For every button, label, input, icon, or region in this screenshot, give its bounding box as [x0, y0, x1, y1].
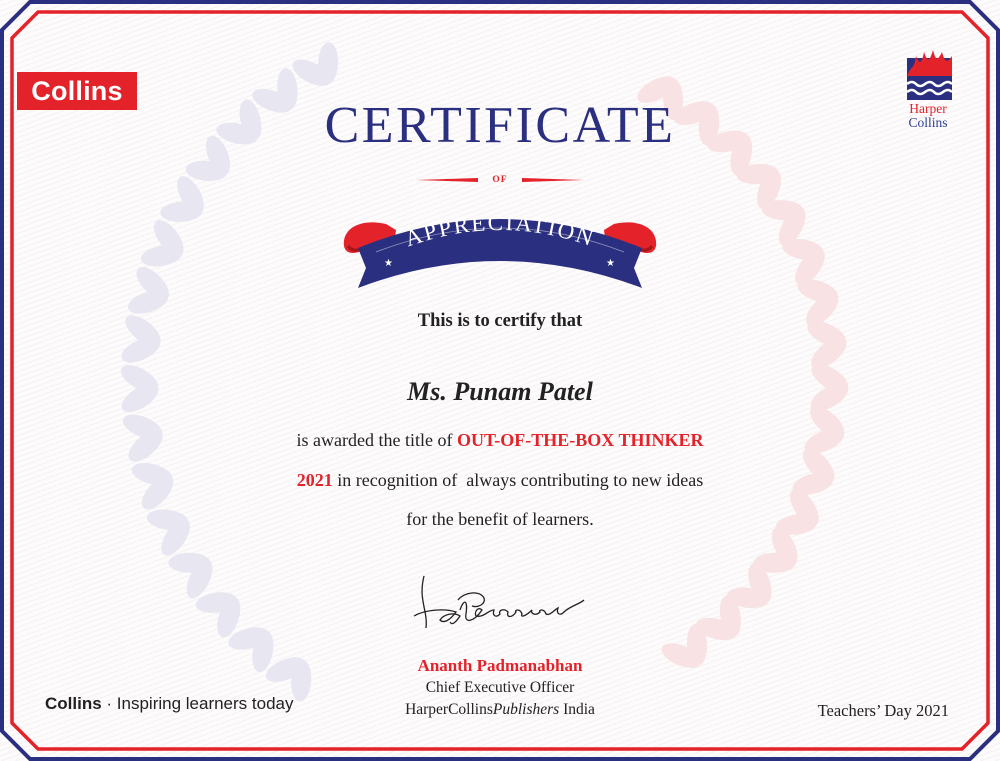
right-laurel-wreath	[633, 71, 853, 673]
laurel-leaf	[168, 553, 210, 573]
appreciation-text: APPRECIATION	[401, 209, 599, 252]
signature	[404, 570, 604, 640]
award-line-2	[0, 470, 1000, 491]
org-prefix: HarperCollins	[405, 701, 493, 718]
signatory-title: Chief Executive Officer	[425, 679, 575, 696]
appreciation-ribbon	[338, 196, 662, 292]
signatory-name: Ananth Padmanabhan	[417, 656, 583, 675]
award-line-1-prefix: is awarded the title of	[296, 430, 457, 450]
star-icon-left: ★	[384, 258, 393, 269]
org-suffix: India	[559, 701, 595, 718]
certificate-title: CERTIFICATE	[324, 97, 676, 154]
harpercollins-logo-line2: Collins	[908, 115, 948, 130]
collins-logo: Collins	[17, 72, 137, 110]
tagline-text: · Inspiring learners today	[101, 694, 294, 713]
harpercollins-fire-water-icon	[898, 46, 958, 102]
award-year: 2021	[296, 470, 333, 490]
award-title: OUT-OF-THE-BOX THINKER	[456, 430, 704, 450]
tagline-brand: Collins	[45, 694, 102, 713]
award-line-3: for the benefit of learners.	[406, 509, 594, 529]
org-italic: Publishers	[492, 701, 560, 718]
award-line-2-rest: in recognition of always contributing to new ideas	[332, 470, 704, 490]
award-line-1	[0, 430, 1000, 451]
harpercollins-logo-line1: Harper	[909, 101, 947, 116]
recipient-name: Ms. Punam Patel	[407, 377, 593, 406]
of-text: OF	[492, 175, 508, 185]
occasion-label: Teachers’ Day 2021	[817, 701, 949, 720]
of-divider	[0, 173, 1000, 187]
collins-tagline	[45, 694, 294, 714]
star-icon-right: ★	[606, 258, 615, 269]
certify-line: This is to certify that	[417, 311, 583, 331]
